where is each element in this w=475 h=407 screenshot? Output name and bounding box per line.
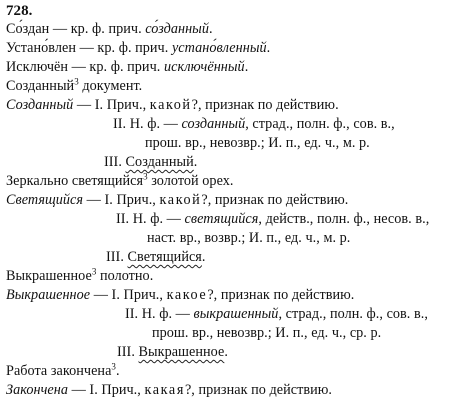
parse-2-4-head: III. [106,249,128,265]
line-1-word: Со́здан [6,21,50,37]
phrase-4-rest: . [115,363,120,379]
phrase-4-sup: 3 [111,361,116,372]
parse-4-question: какая [144,382,185,398]
parse-line-3-1 [6,285,354,305]
parse-2-text: — I. Прич., [83,192,160,208]
parse-line-3-3: прош. вр., невозвр.; И. п., ед. ч., ср. р. [152,325,382,341]
line-2-text: — кр. ф. прич. [75,40,172,56]
line-3-word: Исключён [6,59,68,75]
line-2-full-form: устано́вленный [171,40,267,56]
parse-2-4-end: . [201,249,206,265]
parse-line-2-2 [116,209,429,229]
parse-2-4-underlined: Светящийся [127,249,202,265]
parse-4-text: — I. Прич., [68,382,145,398]
parse-2-2-initial-form: светящийся [184,211,259,227]
parse-3-4-underlined: Выкрашенное [138,344,225,360]
parse-line-2-1 [6,190,348,210]
phrase-3-rest: полотно. [96,268,154,284]
phrase-4-word: Работа закончена [6,363,112,379]
parse-3-rest: ?, признак по действию. [207,287,355,303]
line-1-full-form: со́зданный [145,21,209,37]
phrase-2-rest: золотой орех. [147,173,234,189]
parse-line-1-1 [6,95,339,115]
parse-1-word: Созданный [6,97,74,113]
parse-line-1-3: прош. вр., невозвр.; И. п., ед. ч., м. р. [145,135,370,151]
line-2-word: Устано́влен [6,40,76,56]
phrase-line-1 [6,76,142,96]
phrase-line-2 [6,171,233,191]
parse-3-2-initial-form: выкрашенный [193,306,279,322]
parse-line-3-2 [125,304,428,324]
parse-2-rest: ?, признак по действию. [201,192,349,208]
parse-line-2-4 [106,247,206,267]
line-3-end: . [244,59,249,75]
parse-line-1-4 [104,152,197,172]
parse-2-word: Светящийся [6,192,84,208]
parse-line-2-3: наст. вр., возвр.; И. п., ед. ч., м. р. [147,230,351,246]
parse-1-rest: ?, признак по действию. [191,97,339,113]
line-3-text: — кр. ф. прич. [68,59,164,75]
parse-1-text: — I. Прич., [73,97,150,113]
parse-4-word: Закончена [6,382,68,398]
parse-2-2-head: II. Н. ф. — [116,211,185,227]
parse-2-question: какой [159,192,202,208]
short-form-line-1 [6,19,213,39]
parse-1-4-underlined: Созданный [125,154,194,170]
parse-2-2-rest: , действ., полн. ф., несов. в., [258,211,430,227]
exercise-number: 728. [6,3,33,19]
parse-line-1-2 [113,114,395,134]
parse-3-4-head: III. [117,344,139,360]
parse-1-4-end: . [193,154,198,170]
phrase-1-sup: 3 [74,76,79,87]
parse-3-2-rest: , страд., полн. ф., сов. в., [278,306,428,322]
parse-3-4-end: . [224,344,228,360]
phrase-3-sup: 3 [91,266,97,277]
line-2-end: . [266,40,271,56]
parse-1-question: какой [149,97,192,113]
line-3-full-form: исключённый [163,59,245,75]
parse-3-2-head: II. Н. ф. — [125,306,194,322]
parse-3-question: какое [166,287,208,303]
short-form-line-2 [6,38,270,58]
parse-line-4-1 [6,380,332,400]
parse-4-rest: ?, признак по действию. [184,382,332,398]
parse-1-2-initial-form: созданный [181,116,246,132]
parse-1-4-head: III. [104,154,126,170]
phrase-3-word: Выкрашенное [6,268,92,284]
line-1-text: — кр. ф. прич. [49,21,146,37]
parse-3-word: Выкрашенное [6,287,91,303]
phrase-2-word: Зеркально светящийся [6,173,144,189]
parse-1-2-head: II. Н. ф. — [113,116,182,132]
parse-1-2-rest: , страд., полн. ф., сов. в., [245,116,395,132]
phrase-line-3 [6,266,153,286]
phrase-1-word: Созданный [6,78,75,94]
phrase-1-rest: документ. [78,78,143,94]
parse-line-3-4 [117,342,228,362]
phrase-line-4 [6,361,120,381]
phrase-2-sup: 3 [143,171,148,182]
line-1-end: . [208,21,213,37]
short-form-line-3 [6,57,248,77]
parse-3-text: — I. Прич., [90,287,167,303]
